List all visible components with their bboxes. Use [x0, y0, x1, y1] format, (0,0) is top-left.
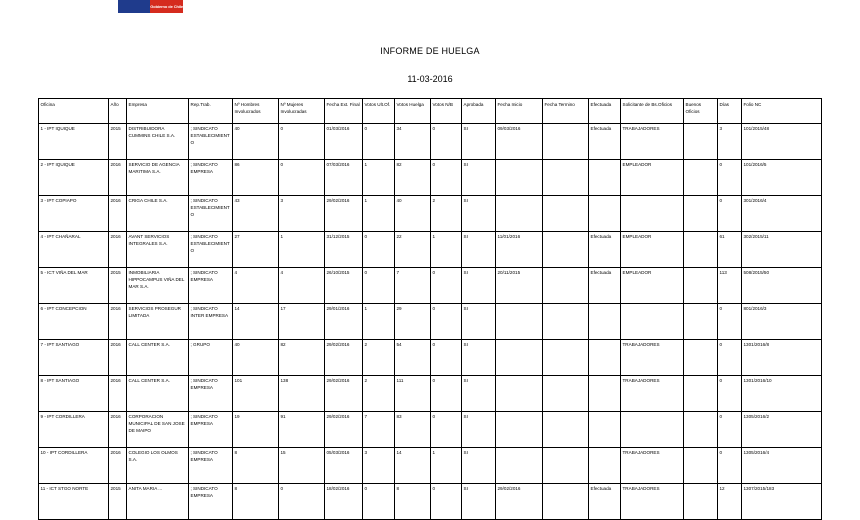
table-cell: 2016 [109, 196, 127, 232]
table-cell: 2016 [109, 448, 127, 484]
table-cell: 3 [363, 448, 395, 484]
table-cell [589, 196, 621, 232]
table-cell: 01/03/2016 [325, 124, 363, 160]
table-cell [496, 412, 543, 448]
table-cell: 2 [363, 376, 395, 412]
table-cell: EMPLEADOR [621, 160, 684, 196]
table-cell [684, 340, 718, 376]
table-cell: SI [462, 376, 496, 412]
table-cell: 1 - IPT IQUIQUE [39, 124, 109, 160]
table-cell: 1307/2015/183 [742, 484, 822, 520]
table-cell: 1 [363, 196, 395, 232]
table-cell [589, 448, 621, 484]
table-cell: ANITA MARIA ... [127, 484, 189, 520]
table-cell [684, 376, 718, 412]
table-cell: Efectuada [589, 124, 621, 160]
column-header: Fecha Inicio [496, 99, 543, 124]
table-cell [543, 340, 589, 376]
table-row [39, 124, 822, 160]
table-cell: 14 [395, 448, 431, 484]
table-cell: 0 [363, 232, 395, 268]
report-title: INFORME DE HUELGA [380, 46, 480, 56]
table-cell [684, 484, 718, 520]
table-cell: 1305/2016/4 [742, 448, 822, 484]
table-cell: 12 [718, 484, 742, 520]
column-header: Votos Huelga [395, 99, 431, 124]
table-cell: 11/01/2016 [496, 232, 543, 268]
column-header: Folio NC [742, 99, 822, 124]
table-cell [684, 196, 718, 232]
table-cell: SI [462, 412, 496, 448]
table-cell: 0 [279, 124, 325, 160]
table-cell: 1 [279, 232, 325, 268]
table-cell: 0 [279, 484, 325, 520]
table-cell: 8 [233, 484, 279, 520]
table-cell: 29/02/2016 [325, 412, 363, 448]
table-cell [496, 376, 543, 412]
column-header: Nº Hombres Involucrados [233, 99, 279, 124]
table-row [39, 304, 822, 340]
table-cell [684, 124, 718, 160]
table-cell: CRIGA CHILE S.A. [127, 196, 189, 232]
table-cell: 3 - IPT COPIAPO [39, 196, 109, 232]
table-cell [496, 448, 543, 484]
logo-blue-block [118, 0, 150, 13]
table-cell [621, 412, 684, 448]
table-cell: 4 [279, 268, 325, 304]
table-cell: 1 [363, 304, 395, 340]
column-header: Fecha Termino [543, 99, 589, 124]
table-cell: ; GRUPO [189, 340, 233, 376]
table-cell [589, 160, 621, 196]
table-cell: 2015 [109, 124, 127, 160]
table-cell: 301/2016/4 [742, 196, 822, 232]
table-cell: 1 [431, 448, 462, 484]
table-cell: EMPLEADOR [621, 268, 684, 304]
table-cell: 40 [233, 340, 279, 376]
table-cell: 7 [363, 412, 395, 448]
table-cell: 54 [395, 340, 431, 376]
table-cell: ; SINDICATO INTER EMPRESA [189, 304, 233, 340]
table-cell: 29/01/2016 [325, 304, 363, 340]
table-cell: 43 [233, 196, 279, 232]
table-cell: 302/2015/11 [742, 232, 822, 268]
table-cell: 2016 [109, 412, 127, 448]
table-cell: 34 [395, 124, 431, 160]
table-cell: 0 [431, 268, 462, 304]
table-cell: 29/02/2016 [325, 376, 363, 412]
column-header: Solicitante de Bs.Oficios [621, 99, 684, 124]
table-cell: SERVICIO DE AGENCIA MARITIMA S.A. [127, 160, 189, 196]
table-row [39, 412, 822, 448]
table-cell: 0 [363, 268, 395, 304]
table-cell [543, 412, 589, 448]
table-cell [543, 268, 589, 304]
table-cell: SI [462, 304, 496, 340]
column-header: Votos Ult.Of. [363, 99, 395, 124]
table-cell: 8 [395, 484, 431, 520]
table-cell: 0 [718, 412, 742, 448]
table-cell: 1301/2016/8 [742, 340, 822, 376]
table-cell: CALL CENTER S.A. [127, 340, 189, 376]
table-cell: 09/03/2016 [496, 124, 543, 160]
table-cell: SI [462, 268, 496, 304]
table-cell [543, 484, 589, 520]
table-cell: Efectuada [589, 268, 621, 304]
table-cell: SI [462, 448, 496, 484]
table-cell: SI [462, 484, 496, 520]
table-row [39, 232, 822, 268]
table-cell: ; SINDICATO ESTABLECIMIENTO [189, 124, 233, 160]
table-cell: SI [462, 124, 496, 160]
table-cell [621, 304, 684, 340]
table-cell: 0 [431, 412, 462, 448]
column-header: Fecha Ext. Final [325, 99, 363, 124]
column-header: Empresa [127, 99, 189, 124]
table-cell [496, 160, 543, 196]
table-cell: ; SINDICATO EMPRESA [189, 484, 233, 520]
table-cell: 0 [431, 124, 462, 160]
table-cell: 101/2016/5 [742, 160, 822, 196]
table-cell: 8 - IPT SANTIAGO [39, 376, 109, 412]
table-cell: 11 - ICT STGO NORTE [39, 484, 109, 520]
table-cell: 17 [279, 304, 325, 340]
table-cell: SI [462, 160, 496, 196]
table-cell: 3 [279, 196, 325, 232]
table-cell: 6 - IPT CONCEPCION [39, 304, 109, 340]
table-cell: SERVICIOS PROSEGUR LIMITADA [127, 304, 189, 340]
table-cell: 40 [395, 196, 431, 232]
table-cell: 29 [395, 304, 431, 340]
table-cell [543, 232, 589, 268]
table-cell: 7 [395, 268, 431, 304]
table-cell: AVANT SERVICIOS INTEGRALES S.A. [127, 232, 189, 268]
table-cell: CORPORACION MUNICIPAL DE SAN JOSE DE MAIPO [127, 412, 189, 448]
strike-table [38, 98, 822, 520]
table-cell: SI [462, 340, 496, 376]
column-header: Nº Mujeres Involucradas [279, 99, 325, 124]
table-cell [589, 340, 621, 376]
table-cell: EMPLEADOR [621, 232, 684, 268]
table-cell: 0 [431, 304, 462, 340]
table-cell: 0 [431, 340, 462, 376]
table-cell: 86 [233, 160, 279, 196]
table-cell: 31/12/2015 [325, 232, 363, 268]
table-cell: 2 - IPT IQUIQUE [39, 160, 109, 196]
logo-red-block [150, 0, 183, 13]
table-cell: 0 [718, 160, 742, 196]
table-cell: 05/03/2016 [325, 448, 363, 484]
table-cell: 27 [233, 232, 279, 268]
table-cell: ; SINDICATO EMPRESA [189, 268, 233, 304]
table-cell: 82 [395, 160, 431, 196]
table-cell [543, 160, 589, 196]
table-cell: 83 [395, 412, 431, 448]
table-cell [589, 376, 621, 412]
column-header: Oficina [39, 99, 109, 124]
table-cell [684, 268, 718, 304]
table-cell: 0 [363, 484, 395, 520]
table-cell: ; SINDICATO EMPRESA [189, 160, 233, 196]
table-cell: 2015 [109, 268, 127, 304]
table-cell: 26/10/2015 [325, 268, 363, 304]
table-cell: 5 - ICT VIÑA DEL MAR [39, 268, 109, 304]
table-cell: 801/2016/3 [742, 304, 822, 340]
table-cell: 101/2015/48 [742, 124, 822, 160]
table-cell: 22 [395, 232, 431, 268]
table-cell: 40 [233, 124, 279, 160]
table-cell: 2 [431, 196, 462, 232]
table-cell: 0 [431, 376, 462, 412]
table-cell: 0 [718, 340, 742, 376]
table-cell: 29/02/2016 [496, 484, 543, 520]
table-cell [621, 196, 684, 232]
table-cell: SI [462, 232, 496, 268]
table-cell: INMOBILIARIA HIPPOCAMPUS VIÑA DEL MAR S.A. [127, 268, 189, 304]
table-row [39, 268, 822, 304]
table-cell: 4 - IPT CHAÑARAL [39, 232, 109, 268]
table-cell: 2 [363, 340, 395, 376]
table-cell: 1305/2016/2 [742, 412, 822, 448]
table-cell [684, 304, 718, 340]
table-cell: 0 [279, 160, 325, 196]
table-cell: 3 [718, 124, 742, 160]
table-cell: CALL CENTER S.A. [127, 376, 189, 412]
table-cell: 2015 [109, 484, 127, 520]
table-body [39, 124, 822, 520]
column-header: Buenos Oficios [684, 99, 718, 124]
logo-text: Gobierno de Chile [150, 4, 183, 9]
table-cell: 2016 [109, 232, 127, 268]
table-cell: 29/02/2016 [325, 196, 363, 232]
table-cell: 18/02/2016 [325, 484, 363, 520]
gobierno-logo [118, 0, 183, 13]
table-cell: ; SINDICATO EMPRESA [189, 376, 233, 412]
column-header: Rep.Trab. [189, 99, 233, 124]
table-cell [684, 412, 718, 448]
table-cell [543, 124, 589, 160]
column-header: Días [718, 99, 742, 124]
table-cell: 111 [395, 376, 431, 412]
column-header: Aprobada [462, 99, 496, 124]
table-cell [684, 160, 718, 196]
column-header: Efectuada [589, 99, 621, 124]
table-cell: 1 [363, 160, 395, 196]
table-cell: 138 [279, 376, 325, 412]
table-cell: COLEGIO LOS OLMOS S.A. [127, 448, 189, 484]
table-cell: 29/02/2016 [325, 340, 363, 376]
table-row [39, 376, 822, 412]
table-cell: 19 [233, 412, 279, 448]
table-cell: 15 [279, 448, 325, 484]
table-cell: 113 [718, 268, 742, 304]
table-row [39, 340, 822, 376]
table-cell: 2016 [109, 160, 127, 196]
table-cell: TRABAJADORES [621, 448, 684, 484]
table-cell: ; SINDICATO EMPRESA [189, 412, 233, 448]
table-cell: 1301/2016/10 [742, 376, 822, 412]
table-cell: DISTRIBUIDORA CUMMINS CHILE S.A. [127, 124, 189, 160]
column-header: Año [109, 99, 127, 124]
table-row [39, 484, 822, 520]
table-cell: 0 [363, 124, 395, 160]
table-cell: 508/2015/50 [742, 268, 822, 304]
table-cell: 2016 [109, 376, 127, 412]
table-cell: 91 [279, 412, 325, 448]
table-cell: 0 [431, 160, 462, 196]
report-date: 11-03-2016 [407, 74, 453, 84]
table-cell: 82 [279, 340, 325, 376]
table-cell [684, 232, 718, 268]
table-cell: 2016 [109, 304, 127, 340]
table-cell [543, 196, 589, 232]
table-cell [589, 304, 621, 340]
table-cell [543, 376, 589, 412]
table-cell [543, 448, 589, 484]
table-cell: SI [462, 196, 496, 232]
table-cell: 14 [233, 304, 279, 340]
table-row [39, 448, 822, 484]
table-cell [496, 304, 543, 340]
table-cell: 0 [718, 376, 742, 412]
table-cell: TRABAJADORES [621, 340, 684, 376]
table-cell: 1 [431, 232, 462, 268]
table-cell: 61 [718, 232, 742, 268]
table-cell: Efectuada [589, 484, 621, 520]
table-cell: 07/03/2016 [325, 160, 363, 196]
table-cell: ; SINDICATO ESTABLECIMIENTO [189, 232, 233, 268]
table-cell: 8 [233, 448, 279, 484]
table-cell: 20/11/2015 [496, 268, 543, 304]
table-cell: 2016 [109, 340, 127, 376]
table-cell [589, 412, 621, 448]
table-cell [496, 340, 543, 376]
table-cell: 0 [431, 484, 462, 520]
table-cell: TRABAJADORES [621, 124, 684, 160]
table-cell: Efectuada [589, 232, 621, 268]
table-cell: 0 [718, 196, 742, 232]
table-cell: TRABAJADORES [621, 484, 684, 520]
table-cell: ; SINDICATO EMPRESA [189, 448, 233, 484]
table-cell: 9 - IPT CORDILLERA [39, 412, 109, 448]
table-cell: 0 [718, 304, 742, 340]
table-cell: TRABAJADORES [621, 376, 684, 412]
table-row [39, 196, 822, 232]
table-cell [543, 304, 589, 340]
table-cell: 0 [718, 448, 742, 484]
table-cell [496, 196, 543, 232]
table-cell: 7 - IPT SANTIAGO [39, 340, 109, 376]
table-cell: 101 [233, 376, 279, 412]
table-cell: 10 - IPT CORDILLERA [39, 448, 109, 484]
column-header: Votos N/B [431, 99, 462, 124]
table-header-row [39, 99, 822, 124]
table-cell [684, 448, 718, 484]
table-cell: ; SINDICATO ESTABLECIMIENTO [189, 196, 233, 232]
table-row [39, 160, 822, 196]
table-cell: 4 [233, 268, 279, 304]
